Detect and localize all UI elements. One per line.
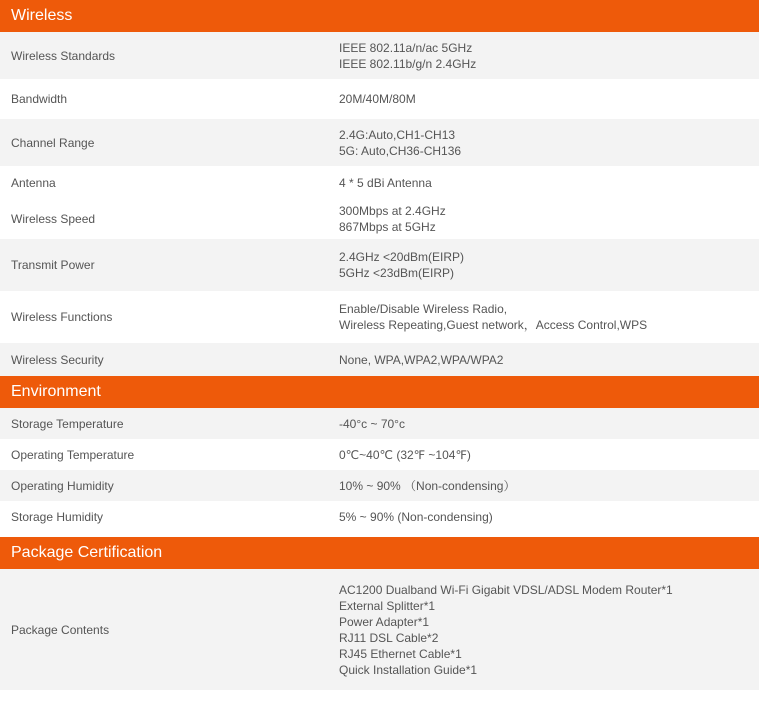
spec-value: [327, 175, 759, 191]
spec-row-package-contents: [0, 569, 759, 690]
spec-row-operating-humidity: [0, 470, 759, 501]
spec-label: Transmit Power: [11, 258, 95, 272]
spec-value: [327, 91, 759, 107]
spec-value-line: Wireless Repeating,Guest network，Access Control,WPS: [339, 318, 648, 332]
spec-label: Storage Temperature: [11, 416, 124, 431]
spec-value-line: 10% ~ 90% （Non-condensing）: [339, 478, 516, 493]
spec-value: [327, 416, 759, 432]
spec-row-transmit-power: [0, 239, 759, 291]
spec-label: Wireless Speed: [11, 212, 96, 226]
spec-row-wireless-functions: [0, 291, 759, 343]
spec-value: [327, 478, 759, 494]
section-header-package-certification: Package Certification: [0, 537, 759, 569]
spec-value-line: 2.4GHz <20dBm(EIRP): [339, 250, 465, 264]
spec-value-line: 867Mbps at 5GHz: [339, 220, 436, 234]
spec-row-wireless-security: [0, 343, 759, 376]
spec-row-storage-humidity: [0, 501, 759, 532]
spec-value: [327, 249, 759, 281]
spec-value-line: 0℃~40℃ (32℉ ~104℉): [339, 447, 471, 462]
spec-label: Operating Humidity: [11, 478, 114, 493]
spec-value-line: RJ45 Ethernet Cable*1: [339, 646, 462, 661]
spec-row-channel-range: [0, 119, 759, 166]
spec-row-wireless-speed: [0, 199, 759, 239]
spec-value: [327, 40, 759, 72]
spec-value-line: 5% ~ 90% (Non-condensing): [339, 509, 493, 524]
spec-value-line: Enable/Disable Wireless Radio,: [339, 302, 508, 316]
spec-label: Storage Humidity: [11, 509, 104, 524]
spec-value-line: External Splitter*1: [339, 598, 436, 613]
spec-value-line: RJ11 DSL Cable*2: [339, 630, 439, 645]
spec-value-line: 4 * 5 dBi Antenna: [339, 175, 432, 190]
spec-row-operating-temperature: [0, 439, 759, 470]
section-header-wireless: Wireless: [0, 0, 759, 32]
spec-row-antenna: [0, 166, 759, 199]
spec-label: Package Contents: [11, 622, 110, 637]
spec-value: [327, 203, 759, 235]
spec-value-line: 5G: Auto,CH36-CH136: [339, 143, 462, 158]
spec-row-storage-temperature: [0, 408, 759, 439]
spec-label: Wireless Functions: [11, 310, 113, 324]
spec-label: Wireless Standards: [11, 48, 116, 63]
spec-value-line: Power Adapter*1: [339, 614, 430, 629]
spec-row-bandwidth: [0, 79, 759, 119]
spec-value-line: 5GHz <23dBm(EIRP): [339, 266, 455, 280]
spec-value: [327, 582, 759, 678]
spec-value: [327, 301, 759, 333]
spec-label: Channel Range: [11, 135, 95, 150]
spec-row-wireless-standards: [0, 32, 759, 79]
spec-value-line: IEEE 802.11a/n/ac 5GHz: [339, 40, 473, 55]
spec-value-line: 2.4G:Auto,CH1-CH13: [339, 127, 456, 142]
spec-value-line: Quick Installation Guide*1: [339, 662, 478, 677]
spec-value: [327, 447, 759, 463]
spec-value: [327, 509, 759, 525]
spec-label: Bandwidth: [11, 92, 68, 106]
spec-value-line: IEEE 802.11b/g/n 2.4GHz: [339, 56, 477, 71]
spec-value: [327, 352, 759, 368]
section-header-environment: Environment: [0, 376, 759, 408]
spec-value-line: -40°c ~ 70°c: [339, 416, 405, 431]
spec-value: [327, 127, 759, 159]
spec-value-line: 300Mbps at 2.4GHz: [339, 204, 446, 218]
spec-value-line: None, WPA,WPA2,WPA/WPA2: [339, 352, 504, 367]
spec-value-line: 20M/40M/80M: [339, 92, 416, 106]
spec-label: Wireless Security: [11, 352, 104, 367]
spec-label: Operating Temperature: [11, 447, 135, 462]
spec-value-line: AC1200 Dualband Wi-Fi Gigabit VDSL/ADSL Modem Router*1: [339, 582, 673, 597]
spec-label: Antenna: [11, 175, 56, 190]
